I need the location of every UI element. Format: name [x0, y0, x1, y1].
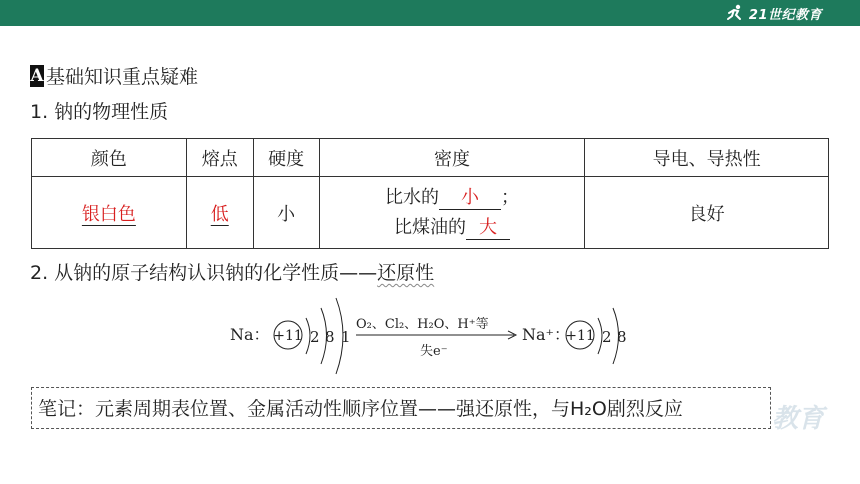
note-text-before: 笔记：元素周期表位置、金属活动性顺序位置——强还原性，与: [38, 398, 571, 420]
na-label: Na：: [230, 325, 270, 344]
table-header-row: [32, 139, 829, 177]
note-text-after: 剧烈反应: [606, 398, 683, 420]
density-kerosene-prefix: 比煤油的: [393, 216, 466, 238]
na-shell-1: 2: [310, 328, 320, 346]
cell-melting-point: [186, 177, 253, 249]
heading-physical-properties: 1. 钠的物理性质: [30, 101, 169, 123]
cell-density: [319, 177, 585, 249]
density-line-water: [320, 183, 585, 213]
note-box: [31, 387, 771, 429]
runner-logo-icon: [725, 4, 745, 22]
header-conductivity: 导电、导热性: [585, 139, 829, 177]
na-ion-nucleus: +11: [565, 328, 595, 344]
logo-text: 21世纪教育: [748, 7, 822, 23]
top-bar: [0, 0, 860, 26]
na-ion-shell-1: 2: [602, 328, 612, 346]
answer-density-kerosene: 大: [466, 217, 510, 240]
header-hardness: 硬度: [253, 139, 319, 177]
section-title: [30, 62, 198, 89]
note-formula: H₂O: [570, 398, 607, 420]
watermark: 教育: [771, 404, 824, 434]
answer-density-water: 小: [439, 187, 501, 210]
properties-table: [31, 138, 829, 249]
header-melting-point: 熔点: [186, 139, 253, 177]
heading2-emphasis: 还原性: [377, 262, 435, 284]
cell-conductivity: 良好: [585, 177, 829, 249]
na-shell-2: 8: [325, 328, 335, 346]
cell-hardness: 小: [253, 177, 319, 249]
density-water-prefix: 比水的: [384, 186, 439, 208]
answer-color: 银白色: [81, 203, 136, 225]
na-nucleus: +11: [273, 328, 303, 344]
heading2-prefix: 2. 从钠的原子结构认识钠的化学性质——: [30, 262, 378, 284]
na-ion-shell-2: 8: [617, 328, 627, 346]
density-line-kerosene: [320, 213, 585, 243]
arrow-reagents: O₂、Cl₂、H₂O、H⁺等: [356, 317, 489, 332]
brand-logo: [725, 3, 822, 23]
density-water-suffix: ；: [500, 186, 519, 208]
na-ion-label: Na⁺：: [522, 325, 570, 344]
header-color: 颜色: [32, 139, 187, 177]
answer-melting-point: 低: [210, 203, 229, 225]
header-density: 密度: [319, 139, 585, 177]
section-badge: A: [30, 65, 44, 86]
arrow-lose-electron: 失e⁻: [420, 344, 448, 359]
na-shell-3: 1: [341, 328, 351, 346]
heading-chemical-properties: [30, 258, 434, 285]
atomic-structure-diagram: [228, 290, 648, 376]
section-title-text: 基础知识重点疑难: [46, 66, 199, 88]
cell-color: [32, 177, 187, 249]
table-row: [32, 177, 829, 249]
